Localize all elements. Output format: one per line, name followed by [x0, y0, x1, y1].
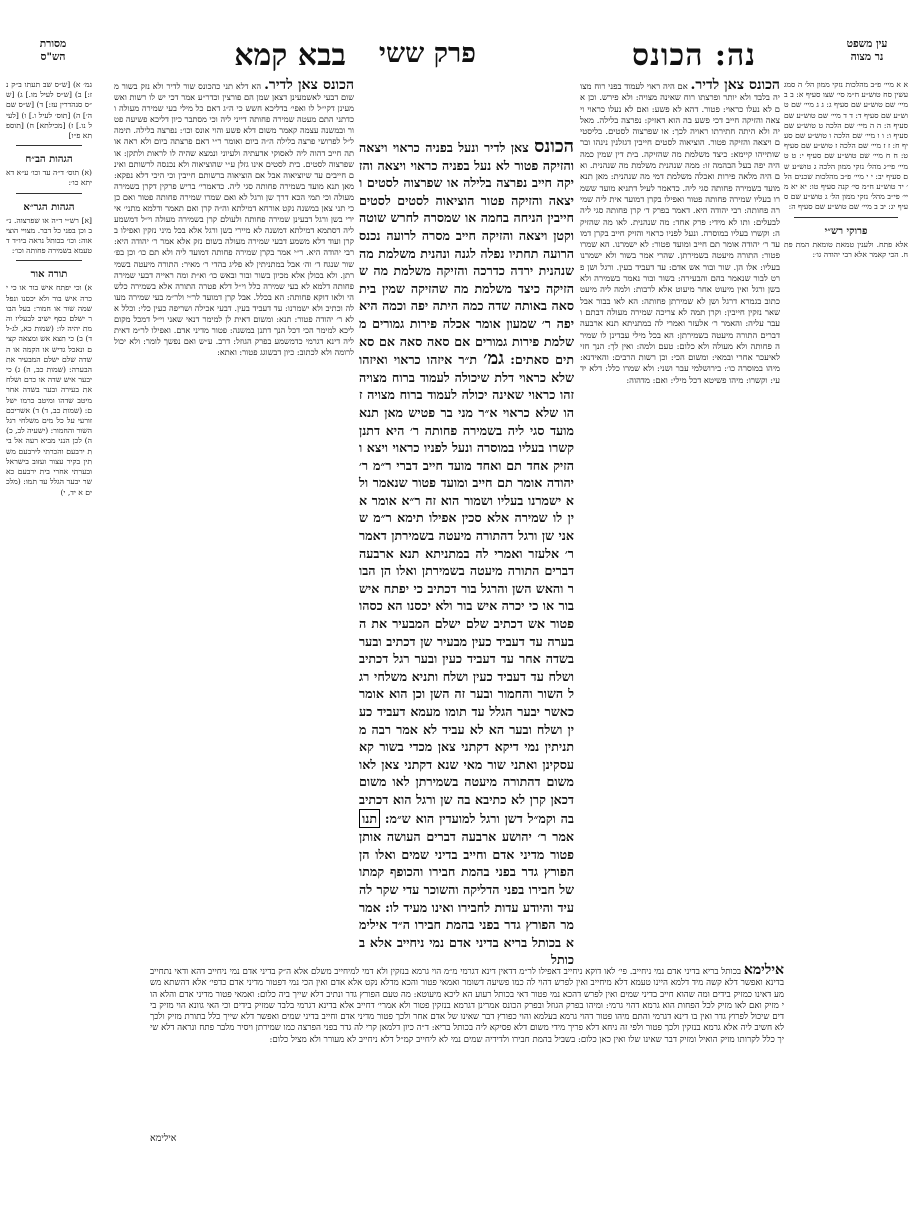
- mesoret-column: [6, 80, 92, 860]
- bottom-body: בכותל בריא בדיני אדם נמי ניחייב. פי׳ לאו דוקא ניחייב דאפילו לר״מ דדאין דינא דגרמי מ״מ הוי גרמא בנזקין ולא דמי למיחייב משלם אלא ה״ק בדיני אדם נמי ניחייב דהא ודאי נתחייב בדינא ואפשר דלא קשה מיד דלמא היינו טעמא דלא מיחייב ואין לפרש דהוי לה כמו פשיעה דשומר ואמאי פטור והכא מדלא נקט אלא אדם ואין הכי נמי דפטור מדיני אדם כדפי׳ אלא דהשתא משמע דאינו כמזיק בידים ומה שהוא חייב בדיני שמים ואין לפרש דהכא נמי פטור דאי בכותל רעוע הא ליכא מיעוטא: מה טעם הפורץ גדר ונתיב דלא שייך ביה כלום: ואמאי פטור מדיני אדם והלא הוי מזיק ואם לאו מזיק לכל הפחות הוא גרמא דהוי גרמי: ומיהו בפרק הגוזל ובפרק הכונס אמרינן דגרמא בנזקין פטור ולא אמרי׳ דחייב אלא בדינא דגרמי בלבד שמזיק בידים וכי האי גוונא הוי מזיק בידים שיכול לפרוץ גדר ואין בו דינא דגרמי והתם מיהו פטור דהוי גרמא בעלמא והוי כפורץ דבר שאינו של אדם אחר ולכך פטור מדיני אדם וחייב בדיני שמים ואפשר דלא שייך כלל בתורת מזיק ולכך לא חשיב ליה אלא גרמא בנזקין ולכך פטור ולפי זה ניחא דלא פריך מידי משום דלא פסיקא ליה בכותל בריא: ד״ה כיון דלמאן קרי לה גדר בפני הפרצה כמו שמירתן ויסיר מלבר פתח ונראה דלא שייך כלל לקרותו מזיק הואיל ומזיק דבר שאינו שלו ואין כאן כלום: בשביל בהמת חבירו ולדידיה שמים נמי לא ליחייב קמ״ל דלא ניחייב לא מעורר ולא מציל כלום:: [150, 967, 784, 1045]
- haggahot-title: הגהות הב״ח: [25, 154, 73, 166]
- divider: [16, 260, 82, 261]
- gemara-column: [359, 136, 575, 968]
- tosafot-column: [114, 77, 355, 970]
- gemara-body: ת״ר איזהו כראוי ואיזהו שלא כראוי דלת שיכולה לעמוד ברוח מצויה זהו כראוי שאינה יכולה לעמוד ברוח מצויה זהו שלא כראוי א״ר מני בר פטיש מאן תנא מועד סגי ליה בשמירה פחותה ר׳ היא דתנן קשרו בעליו במוסרה ונעל לפניו כראוי ויצא והזיק אחד תם ואחד מועד חייב דברי ר״מ ר׳ יהודה אומר תם חייב ומועד פטור שנאמר ולא ישמרנו בעליו ושמור הוא זה ר״א אומר אין לו שמירה אלא סכין אפילו תימא ר״מ שאני שן ורגל דהתורה מיעטה בשמירתן דאמר ר׳ אלעזר ואמרי לה במתניתא תנא ארבעה דברים התורה מיעטה בשמירתן ואלו הן הבור והאש השן והרגל בור דכתיב כי יפתח איש בור או כי יכרה איש בור ולא יכסנו הא כסהו פטור אש דכתיב שלם ישלם המבעיר את הבערה עד דעביד כעין מבעיר שן דכתיב ובער בשדה אחר עד דעביד כעין ובער רגל דכתיב ושלח עד דעביד כעין ושלח ותניא משלחי רגל השור והחמור ובער זה השן וכן הוא אומר כאשר יבער הגלל עד תומו מעמא דעביד כעין ושלח ובער הא לא עביד לא אמר רבה מתניתין נמי דיקא דקתני צאן מכדי בשור קא עסקינן ואתני שור מאי שנא דקתני צאן לאו משום דהתורה מיעטה בשמירתן לאו משום דכאן קרן לא כתיבא בה שן ורגל הוא דכתיב בה וקמ״ל דשן ורגל למועדין הוא ש״מ:: [359, 352, 574, 826]
- tosafot-lead: הכונס צאן לדיר.: [264, 77, 355, 93]
- mesoret-text: גמ׳ א) [ש״ס שב תעתו ב״ק נז:] ב) [ש״ס לעיל מו.] ג) [ש״ס סנהדרין עז:] ד) [ש״ס שם ה׳] ה) [תוס׳ לעיל ו.] ו) [לעיל נו.] ז) [מכילתא] ח) [תוספתא פ״ו]: [6, 80, 92, 141]
- rashi-lead: הכונס צאן לדיר.: [690, 77, 780, 93]
- ein-mishpat-heading: עין משפט נר מצוה: [846, 38, 888, 63]
- tractate-name: בבא קמא: [234, 38, 346, 73]
- running-title: [632, 38, 756, 73]
- gra-text: [א] רש״י ד״ה או שפרצוה. נ״ב וכן בפני כל דבר. מצויי הוציאוה: וכו׳ בכותל נראה ביו״ד דטעמא בשמירה פחותה וכו׳:: [6, 215, 92, 256]
- torah-or-title: תורה אור: [30, 269, 68, 281]
- page-label: נה:: [714, 38, 756, 73]
- torah-or-text: א) וכי יפתח איש בור או כי יכרה איש בור ולא יכסנו ונפל שמה שור או חמור: בעל הבור ישלם כסף ישיב לבעליו והמת יהיה לו: (שמות כא, לג-לד) ב) כי תצא אש ומצאה קצים ונאכל גדיש או הקמה או השדה שלם ישלם המבעיר את הבערה: (שמות כב, ה) ג) כי יבער איש שדה או כרם ושלח את בעירה ובער בשדה אחר מיטב שדהו ומיטב כרמו ישלם: (שמות כב, ד) ד) אשריכם זורעי על כל מים משלחי רגל השור והחמור: (ישעיה לב, כ) ה) לכן הנני מביא רעה אל בית ירבעם והכרתי לירבעם משתין בקיר עצור ועזוב בישראל ובערתי אחרי בית ירבעם כאשר יבער הגלל עד תמו: (מלכים א יד, י): [6, 283, 92, 497]
- chapter-name: הכונס: [632, 38, 704, 73]
- divider: [794, 217, 898, 218]
- bottom-lead: אילימא: [743, 962, 784, 978]
- chapter-number: פרק ששי: [378, 38, 476, 69]
- gemara-text: [359, 138, 574, 969]
- rashi-column: [580, 77, 780, 970]
- tosafot-text: [114, 77, 355, 358]
- catchword: אילימא: [150, 1133, 177, 1144]
- mesoret-heading: מסורת הש"ס: [39, 38, 67, 63]
- bottom-commentary: [150, 962, 784, 1127]
- ein-mishpat-column: [784, 80, 908, 800]
- baraita-box: תנו: [359, 809, 380, 829]
- haggahot-text: (א) תוס׳ ד״ה עד וכו׳ ע״א דאיתא כו׳:: [6, 168, 92, 188]
- divider: [16, 145, 82, 146]
- ein-mishpat-text: א א מיי׳ פ״ב מהלכות נזקי ממון הל׳ ה סמג עשין סח טוש״ע ח״מ סי׳ שצו סעיף א: ב ב מיי׳ שם טוש״ע שם סעיף ג: ג ג מיי׳ שם טוש״ע שם סעיף ד: ד ד מיי׳ שם טוש״ע שם סעיף ה: ה ה מיי׳ שם הלכה ט טוש״ע שם סעיף ו: ו ו מיי׳ שם הלכה ו טוש״ע שם סעיף ח: ז ז מיי׳ שם הלכה ז טוש״ע שם סעיף ט: ח ח מיי׳ שם טוש״ע שם סעיף י: ט ט מיי׳ פי״ג מהל׳ נזקי ממון הלכה ג טוש״ע שם סעיף יב: י י מיי׳ פ״ב מהלכות שכנים הל׳ יד טוש״ע ח״מ סי׳ קנה סעיף טו: יא יא מיי׳ פי״ב מהל׳ נזקי ממון הל׳ ג טוש״ע שם סעיף יג: יב ב מיי׳ שם טוש״ע שם סעיף ה:: [784, 80, 908, 212]
- gra-title: הגהות הגר״א: [23, 201, 75, 213]
- mishnah-body: צאן לדיר ונעל בפניה כראוי ויצאה והזיקה פטור לא נעל בפניה כראוי ויצאה והזיקה חייב נפרצה בלילה או שפרצוה לסטים ויצאה והזיקה פטור הוציאוה לסטים לסטים חייבין הניחה בחמה או שמסרה לחרש שוטה וקטן ויצאה והזיקה חייב מסרה לרועה נכנס הרועה תחתיו נפלה לגנה ונהנית משלמת מה שנהנית ירדה כדרכה והזיקה משלמת מה שהזיקה כיצד משלמת מה שהזיקה שמין בית סאה באותה שדה כמה היתה יפה וכמה היא יפה ר׳ שמעון אומר אכלה פירות גמורים משלמת פירות גמורים אם סאה סאה אם סאתים סאתים:: [359, 140, 575, 368]
- mishnah-lead: הכונס: [534, 136, 574, 157]
- rashi-glosses-text: אלא פתח. ולענין טמאת טומאת המת פתח. הכי קאמר אלא רבי יהודה גו׳:: [784, 239, 908, 259]
- rashi-glosses-title: פרוקי רש״י: [824, 225, 868, 237]
- tosafot-body: הא דלא תני כהכונס שור לדיר ולא נזק בשור משום דבעי לאשמעינן דצאן שמן הם פורצין וכדר״ע אמר דכי יש לו רשות ואשמעינן דקי״ל לו ואפי׳ בדליכא חשש כי ה״ג דאם כל מילי בעי שמירה מעולה וכדתני התם מעטה שמירה פחותה דייני ליה וכי מסתבר כיון דליכא פשיעה פטור ובמשנה עצמה קאמר משום דלא פשע והוי אונס וכו׳: נפרצה בלילה. תימה ל״ל לפרושי פרצה בלילה ה״ה ביום ואומר ר״י דאם פרצתה ביום ולא ראה אותה חייב דהוה ליה לאסוקי אדעתיה ולעיוני ונמצא שהיה לו לראות ולתקן: או שפרצוה לסטים. בית לסטים אינו גזלן ע״י שהוציאוה ולא נכנסה לרשותם ואינם חייבים עד שיוציאוה אבל אם הוציאוה ברשותם חייבין וכי היכי דלא נפקא: מאן תנא מועד בשמירה פחותה סגי ליה. כדאמרי׳ בריש פרקין דקרן בשמירה מעולה וכי תמי הכא דרך שן ורגל לא ואם שמרו שמירה פחותה פטור ואם כן כי תני צאן במשנה נקט אורחא דמילתא וה״ה קרן ואם תאמר ודלמא מתני׳ איירי בשן ורגל דבעינן שמירה פחותה ולעולם קרן בשמירה מעולה וי״ל דמשמע ליה דסתמא דמילתא דמשנה לא מיירי בשן ורגל אלא בכל מיני נזקין ואפילו בקרן ועוד דלא משמע דבעי שמירה מעולה בשום נזק אלא אמר ר׳ יהודה היא: רבי יהודה היא. ר״י אמר בקרן שמירה פחותה דמועד ליה ולא תם כו׳ וכן בפ׳ שור שנגח ד׳ וה׳ אבל במתניתין לא פליג בהדי ר׳ מאיר: התורה מיעטה בשמירתן. ולא בכולן אלא מכיון בשור ובור ובאש כו׳ וא״ת ומה ראייה דבעי שמירה פחותה דלמא לא בעי שמירה כלל וי״ל דלא פטרה התורה אלא בשמירה כלשהי ולאו דוקא פחותה: הא בכלל. אבל קרן דמועד לר״י ולר״מ בעי שמירה מעולה וכתיב ולא ישמרנו: עד דעביד בעין. דבעי אכילה ושריפה כעין כלי: וכלל אלא ר׳ יהודה פטור: תנא: ומשום דאית לן למימר דנאי שאני וי״ל דמכל מקום ליכא למימר הכי דכל הנך דתנן במשנה: פטור מדיני אדם. ואפילו לר״מ דאית ליה דינא דגרמי כדמשמע בפרק הגוזל: דרב. ע״ש ואם נפשך לומר: ולא יכול לרומה ולא לכתוב: כיון דבשוגג פטור: ואתא:: [114, 81, 354, 358]
- bottom-text: [150, 962, 784, 1046]
- divider: [16, 193, 82, 194]
- baraita-body: אמר ר׳ יהושע ארבעה דברים העושה אותן פטור מדיני אדם וחייב בדיני שמים ואלו הן הפורץ גדר בפני בהמת חבירו והכופף קמתו של חבירו בפני הדליקה והשוכר עדי שקר להעיד והיודע עדות לחבירו ואינו מעיד לו: אמר מר הפורץ גדר בפני בהמת חבירו ה״ד אילימא בכותל בריא בדיני אדם נמי ניחייב אלא בכותל: [359, 829, 574, 968]
- rashi-body: אם היה ראוי לעמוד בפני רוח מצויה בלבד ולא יותר ופרצתו רוח שאינה מצויה: ולא פירש. וכן אם לא נעלו כראוי: פטור. דהא לא פשע: ואם לא נעלו כראוי ויצאה והזיקה חייב דכי פשע בה הוא דאזיק: נפרצה בלילה. מאליה ולא היתה חתירתו ראויה לכך: או שפרצוה לסטים. בליסטים ויצאה והזיקה פטור. הוציאוה לסטים חייבין דגזלנין נינהו וברשותייהו קיימא: כיצד משלמת מה שהזיקה. בית דין שמין כמה היה יפה בעל הבהמה זו: ממה שנהנית משלמת מה שנהנית. ואם היה מלאה פירות ואכלה משלמת דמי מה שנהנית: מאן תנא מועד בשמירה פחותה סגי ליה. כדאמר לעיל דתניא מועד ששמרו בעליו שמירה פחותה פטור ואפילו בקרן דמועד אית ליה שמירה פחותה: רבי יהודה היא. דאמר בפרק ד׳ קרן פחותה סגי ליה לבעלים: ותו לא מידי: פרק אחד: מה שנהנית. לאו מה שהזיקה: וקשרו בעליו במוסרה. ונעל לפניו כראוי והזיק חייב בקרן דמועד ר׳ יהודה אומר תם חייב ומועד פטור: לא ישמרנו. הא שמרו פטור: התורה מיעטה בשמירתן. שהרי אמר בשור ולא ישמרנו בעליו: אלו הן. שור ובור אש אדם: עד דעביד בעין. ורגל ושן פרט לבור שנאמר בהם והבעירה: בשור ובור נאמר בשמירה ולא בשן ורגל ואין מיעוט אחר מיעוט אלא לרבות: ולמה ליה מיעט כתוב בגמרא דרגל ושן לא שמירתן פחותה: הא לאו בבור אבל שאר נזקין חייבין: וקרן תמה לא צריכה שמירה מעולה דבתם ועבר עליה: והאמר ר׳ אלעזר ואמרי לה במתניתא תנא ארבעה דברים התורה מיעטה בשמירתן: הא בכל מילי עבדינן לו שמירה פחותה ולא מעולה ולא כלום: טעם ולמה: ואין לך: הנך חזי לאיעכר אחרי ובמאי: ומשום הכי: וכן רשות הרבים: והאידנא: מיהו במוסרה כו׳: בירושלמי עבר ושני: ולא שמרו כלל: דלא ידעי: וקשרו: מיהו פשיטא דכל מילי: ואם: מדהוה:: [580, 81, 780, 385]
- page-header: [8, 38, 906, 72]
- gemara-lead: גמ׳: [483, 348, 505, 370]
- rashi-text: [580, 77, 780, 386]
